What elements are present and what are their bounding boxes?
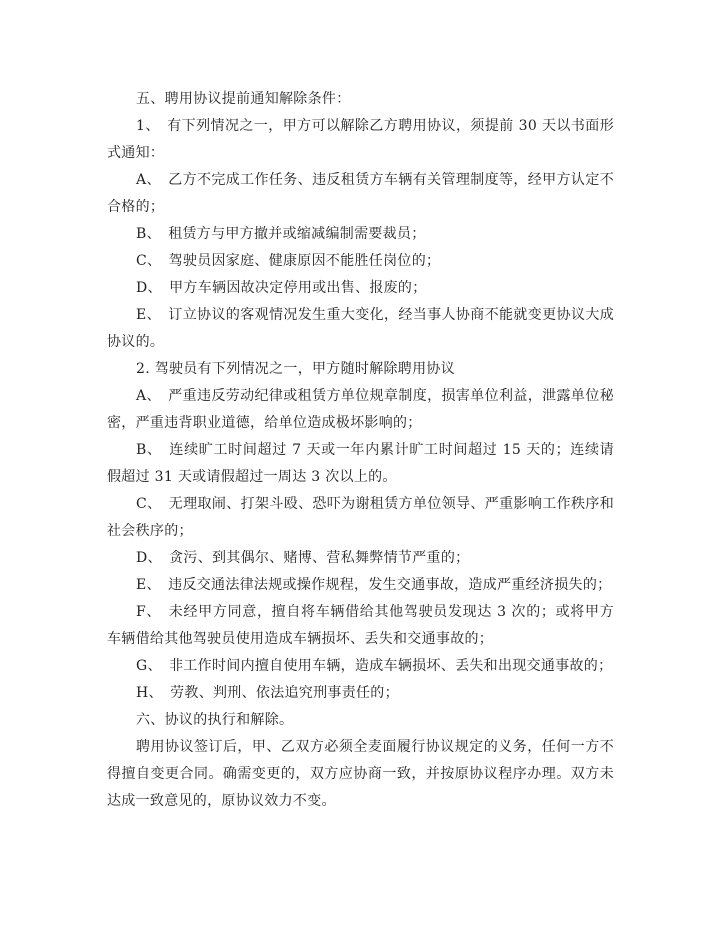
clause-1-item-b: B、 租赁方与甲方撤并或缩减编制需要裁员； <box>136 226 426 242</box>
clause-1-item-c: C、 驾驶员因家庭、健康原因不能胜任岗位的； <box>136 253 441 269</box>
clause-2-item-a: A、 严重违反劳动纪律或租赁方单位规章制度，损害单位利益，泄露单位秘密，严重违背职业道德，给单位造成极坏影响的； <box>107 388 614 431</box>
section-heading-6: 六、协议的执行和解除。 <box>136 712 294 728</box>
clause-1-item-d: D、 甲方车辆因故决定停用或出售、报废的； <box>136 280 427 296</box>
document-body <box>107 86 614 815</box>
section-heading-5: 五、聘用协议提前通知解除条件： <box>136 91 351 107</box>
clause-2-item-d: D、 贪污、到其偶尔、赌博、营私舞弊情节严重的； <box>136 550 470 566</box>
clause-2-item-c: C、 无理取闹、打架斗殴、恐吓为谢租赁方单位领导、严重影响工作秩序和社会秩序的； <box>107 496 614 539</box>
clause-1: 1、 有下列情况之一，甲方可以解除乙方聘用协议，须提前 30 天以书面形式通知： <box>107 118 614 161</box>
clause-1-item-a: A、 乙方不完成工作任务、违反租赁方车辆有关管理制度等，经甲方认定不合格的； <box>107 172 614 215</box>
clause-2-item-b: B、 连续旷工时间超过 7 天或一年内累计旷工时间超过 15 天的；连续请假超过 31 天或请假超过一周达 3 次以上的。 <box>107 442 614 485</box>
clause-2-item-h: H、 劳教、判刑、依法追究刑事责任的； <box>136 685 399 701</box>
section-6-body: 聘用协议签订后，甲、乙双方必须全麦面履行协议规定的义务，任何一方不得擅自变更合同。确需变更的，双方应协商一致，并按原协议程序办理。双方未达成一致意见的，原协议效力不变。 <box>107 739 614 809</box>
clause-2-item-g: G、 非工作时间内擅自使用车辆，造成车辆损坏、丢失和出现交通事故的； <box>136 658 613 674</box>
clause-2: 2. 驾驶员有下列情况之一，甲方随时解除聘用协议 <box>136 361 456 377</box>
clause-2-item-e: E、 违反交通法律法规或操作规程，发生交通事故，造成严重经济损失的； <box>136 577 612 593</box>
clause-1-item-e: E、 订立协议的客观情况发生重大变化，经当事人协商不能就变更协议大成协议的。 <box>107 307 614 350</box>
clause-2-item-f: F、 未经甲方同意，擅自将车辆借给其他驾驶员发现达 3 次的；或将甲方车辆借给其他驾驶员使用造成车辆损坏、丢失和交通事故的； <box>107 604 614 647</box>
